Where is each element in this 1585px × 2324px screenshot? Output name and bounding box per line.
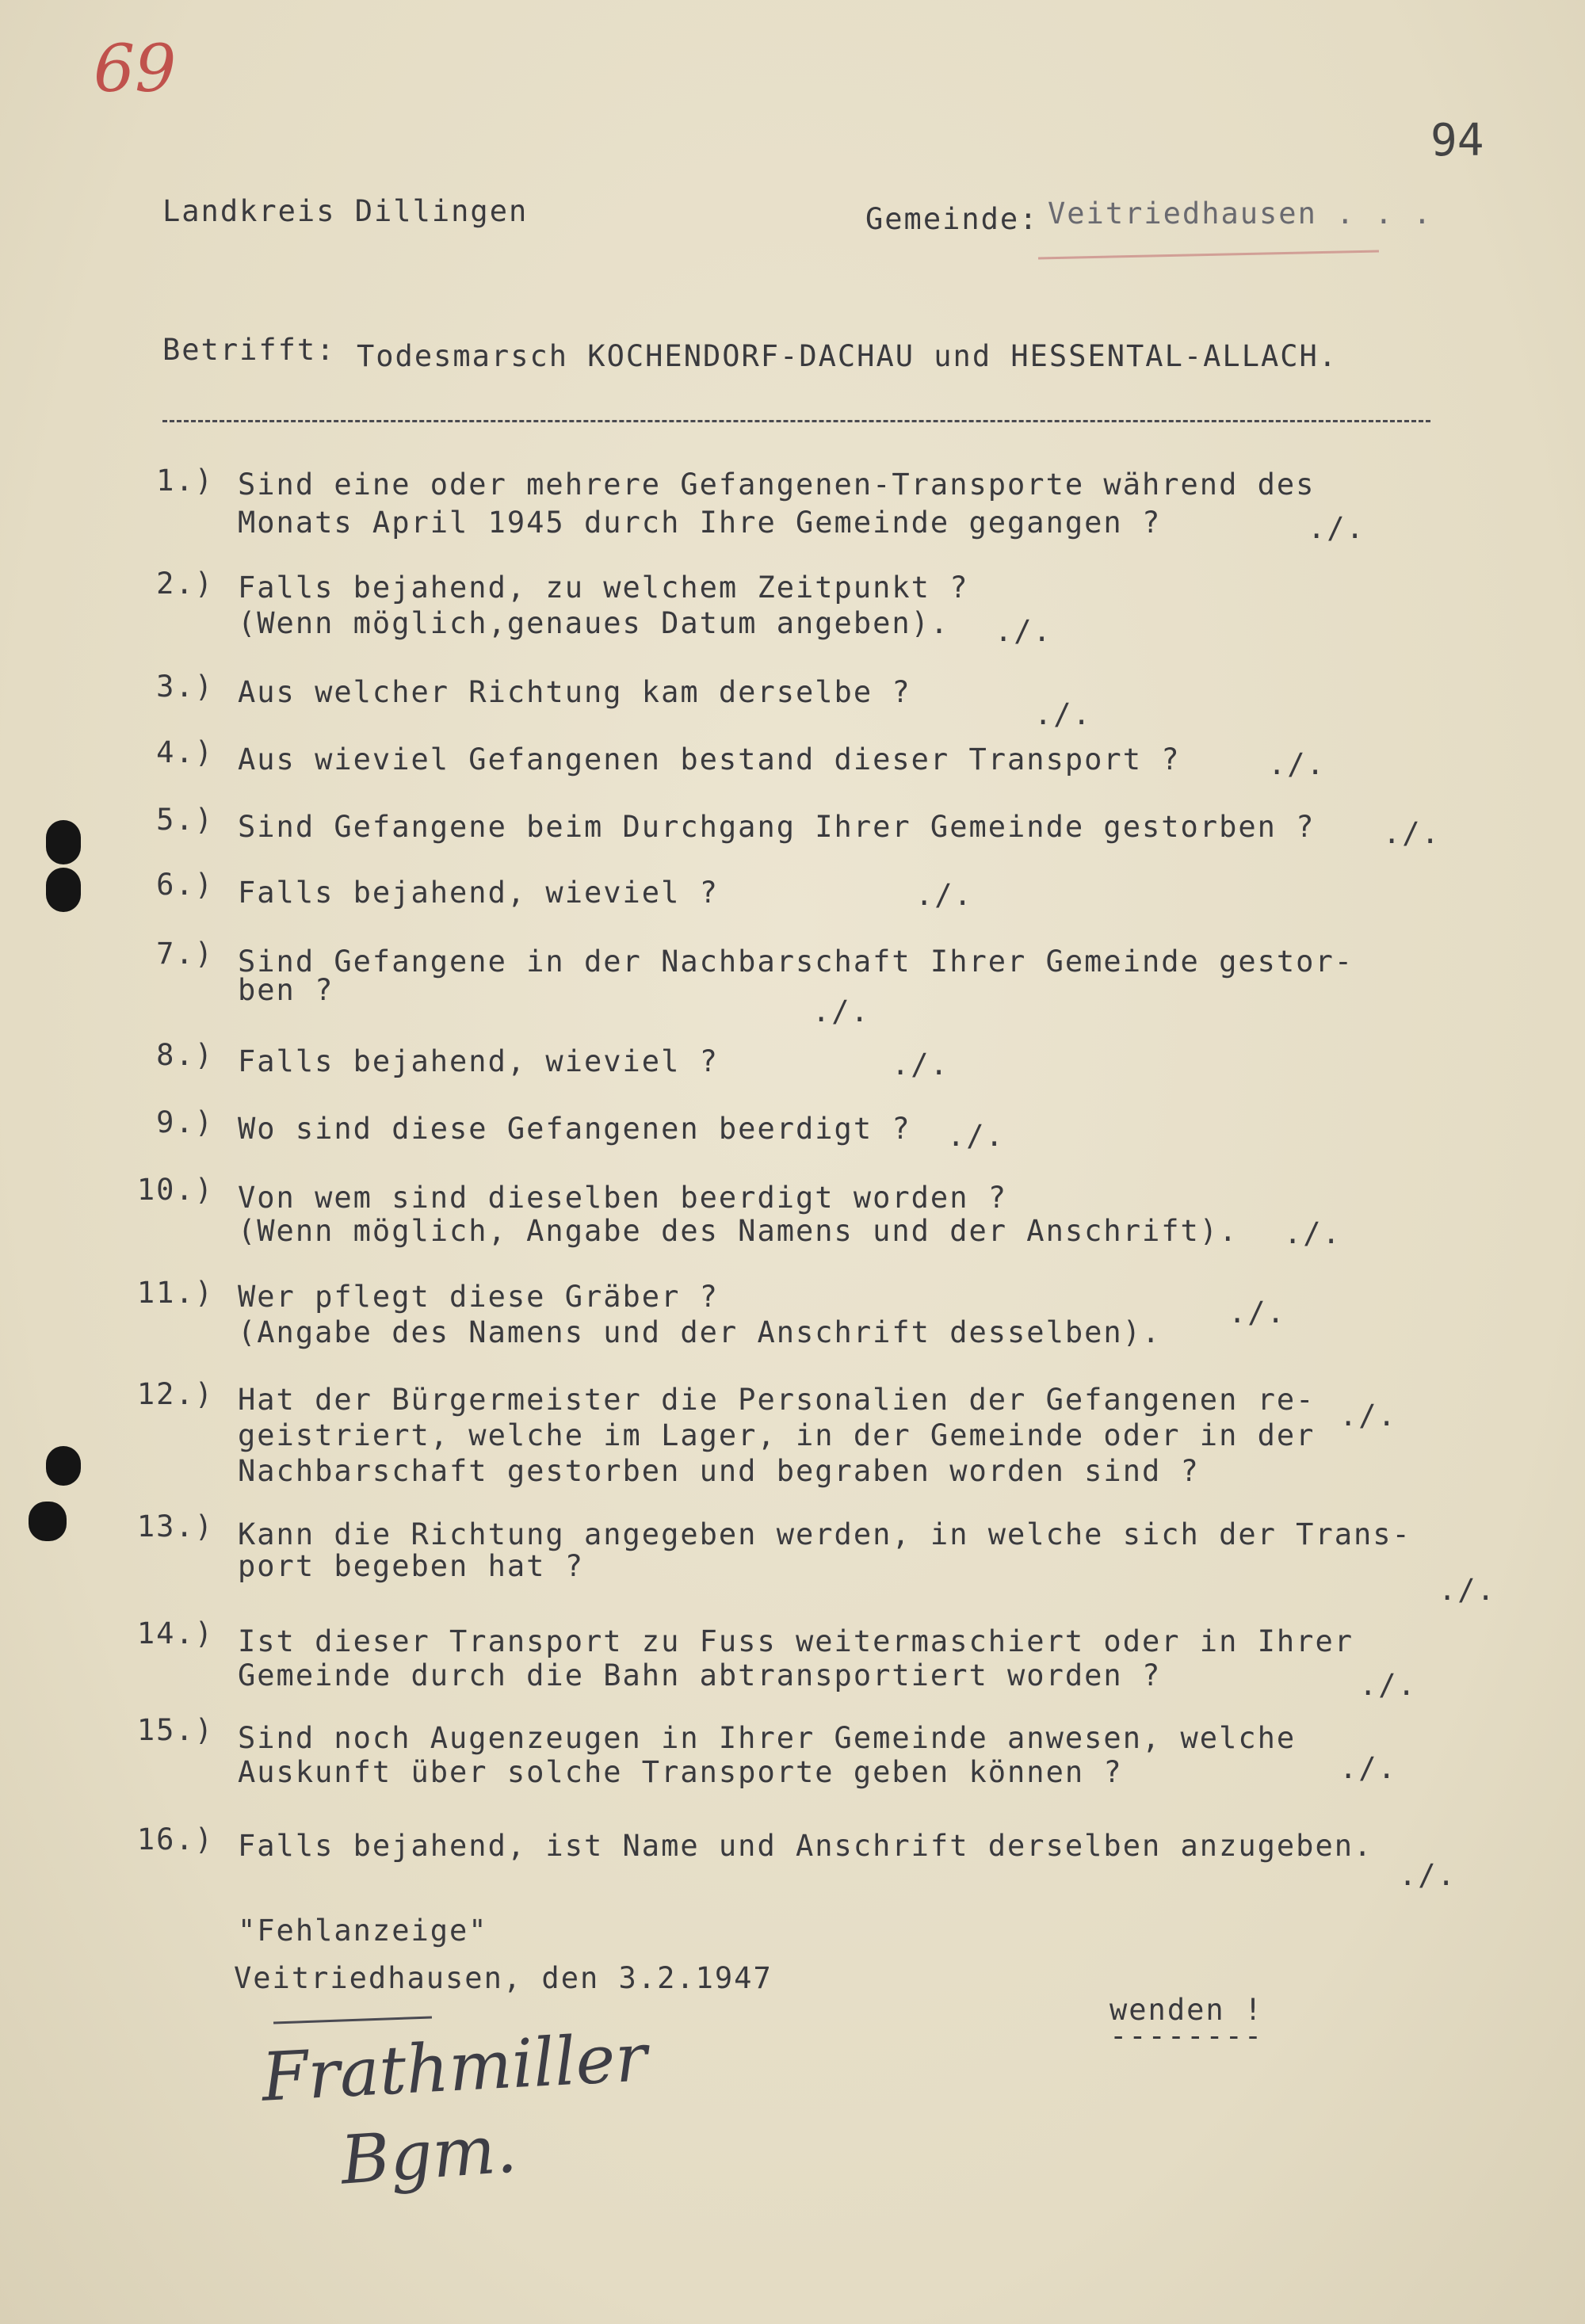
answer-mark: ./. xyxy=(1359,1668,1417,1702)
page-number: 94 xyxy=(1430,115,1484,166)
question-line: Sind eine oder mehrere Gefangenen-Transporte während des xyxy=(238,467,1316,502)
answer-mark: ./. xyxy=(1339,1751,1397,1785)
question-number: 5.) xyxy=(156,803,214,837)
answer-mark: ./. xyxy=(995,614,1052,648)
question-line: Aus wieviel Gefangenen bestand dieser Transport ? xyxy=(238,742,1181,777)
question-line: Falls bejahend, zu welchem Zeitpunkt ? xyxy=(238,571,969,605)
question-line: Monats April 1945 durch Ihre Gemeinde gegangen ? xyxy=(238,506,1162,540)
question-number: 10.) xyxy=(136,1173,214,1207)
turn-over-note: wenden ! xyxy=(1110,1993,1264,2027)
question-line: Sind Gefangene beim Durchgang Ihrer Gemeinde gestorben ? xyxy=(238,810,1316,844)
question-line: (Wenn möglich, Angabe des Namens und der Anschrift). xyxy=(238,1214,1239,1248)
question-line: Falls bejahend, ist Name und Anschrift derselben anzugeben. xyxy=(238,1829,1373,1863)
question-number: 11.) xyxy=(136,1276,214,1310)
question-line: Wer pflegt diese Gräber ? xyxy=(238,1280,719,1314)
turn-over-rule: -------- xyxy=(1110,2019,1264,2053)
question-number: 14.) xyxy=(136,1616,214,1650)
question-line: port begeben hat ? xyxy=(238,1549,584,1583)
district-label: Landkreis Dillingen xyxy=(162,194,529,228)
answer-mark: ./. xyxy=(1399,1858,1457,1892)
answer-mark: ./. xyxy=(1438,1573,1496,1607)
question-line: Falls bejahend, wieviel ? xyxy=(238,1044,719,1078)
question-number: 2.) xyxy=(156,567,214,601)
signature-title: Bgm. xyxy=(338,2109,520,2200)
question-number: 3.) xyxy=(156,670,214,704)
answer-mark: ./. xyxy=(1339,1399,1397,1433)
question-line: Kann die Richtung angegeben werden, in welche sich der Trans- xyxy=(238,1517,1411,1551)
punch-hole xyxy=(46,820,81,864)
question-line: Falls bejahend, wieviel ? xyxy=(238,876,719,910)
answer-mark: ./. xyxy=(1308,511,1365,545)
question-line: geistriert, welche im Lager, in der Gemeinde oder in der xyxy=(238,1418,1316,1452)
question-line: Sind Gefangene in der Nachbarschaft Ihrer Gemeinde gestor- xyxy=(238,944,1354,979)
question-number: 9.) xyxy=(156,1105,214,1139)
municipality-value: Veitriedhausen . . . xyxy=(1048,197,1433,231)
question-line: Von wem sind dieselben beerdigt worden ? xyxy=(238,1181,1008,1215)
signature: Frathmiller xyxy=(259,2018,649,2116)
question-line: Wo sind diese Gefangenen beerdigt ? xyxy=(238,1112,911,1146)
punch-hole xyxy=(46,868,81,912)
answer-mark: ./. xyxy=(892,1048,949,1082)
municipality-label: Gemeinde: xyxy=(865,202,1039,236)
question-number: 1.) xyxy=(156,464,214,498)
punch-hole xyxy=(29,1502,67,1541)
question-number: 8.) xyxy=(156,1038,214,1072)
answer-mark: ./. xyxy=(1034,697,1092,731)
place-date: Veitriedhausen, den 3.2.1947 xyxy=(234,1961,773,1995)
answer-mark: ./. xyxy=(1383,816,1441,850)
subject-text: Todesmarsch KOCHENDORF-DACHAU und HESSENTAL-ALLACH. xyxy=(357,339,1339,373)
answer-mark: ./. xyxy=(1268,747,1326,781)
question-line: (Wenn möglich,genaues Datum angeben). xyxy=(238,606,950,640)
question-number: 6.) xyxy=(156,868,214,902)
answer-mark: ./. xyxy=(947,1119,1005,1153)
answer-mark: ./. xyxy=(915,878,973,912)
subject-label: Betrifft: xyxy=(162,333,336,367)
question-number: 15.) xyxy=(136,1713,214,1747)
question-number: 7.) xyxy=(156,937,214,971)
question-number: 12.) xyxy=(136,1377,214,1411)
archive-number: 69 xyxy=(94,32,177,107)
question-line: ben ? xyxy=(238,973,334,1007)
signature-stroke xyxy=(273,2017,432,2024)
question-line: Ist dieser Transport zu Fuss weitermaschiert oder in Ihrer xyxy=(238,1624,1354,1658)
question-line: (Angabe des Namens und der Anschrift desselben). xyxy=(238,1315,1162,1349)
municipality-underline xyxy=(1038,250,1379,259)
answer-mark: ./. xyxy=(1284,1216,1342,1250)
question-number: 16.) xyxy=(136,1822,214,1857)
question-line: Gemeinde durch die Bahn abtransportiert worden ? xyxy=(238,1658,1162,1692)
question-line: Aus welcher Richtung kam derselbe ? xyxy=(238,675,911,709)
answer-mark: ./. xyxy=(1228,1296,1286,1330)
question-line: Hat der Bürgermeister die Personalien der Gefangenen re- xyxy=(238,1383,1316,1417)
question-line: Nachbarschaft gestorben und begraben worden sind ? xyxy=(238,1454,1200,1488)
question-line: Auskunft über solche Transporte geben können ? xyxy=(238,1755,1123,1789)
punch-hole xyxy=(46,1446,81,1486)
question-number: 4.) xyxy=(156,735,214,769)
nil-report: "Fehlanzeige" xyxy=(238,1914,488,1948)
answer-mark: ./. xyxy=(812,994,870,1028)
separator-rule xyxy=(162,420,1430,422)
question-number: 13.) xyxy=(136,1509,214,1544)
question-line: Sind noch Augenzeugen in Ihrer Gemeinde anwesen, welche xyxy=(238,1721,1297,1755)
